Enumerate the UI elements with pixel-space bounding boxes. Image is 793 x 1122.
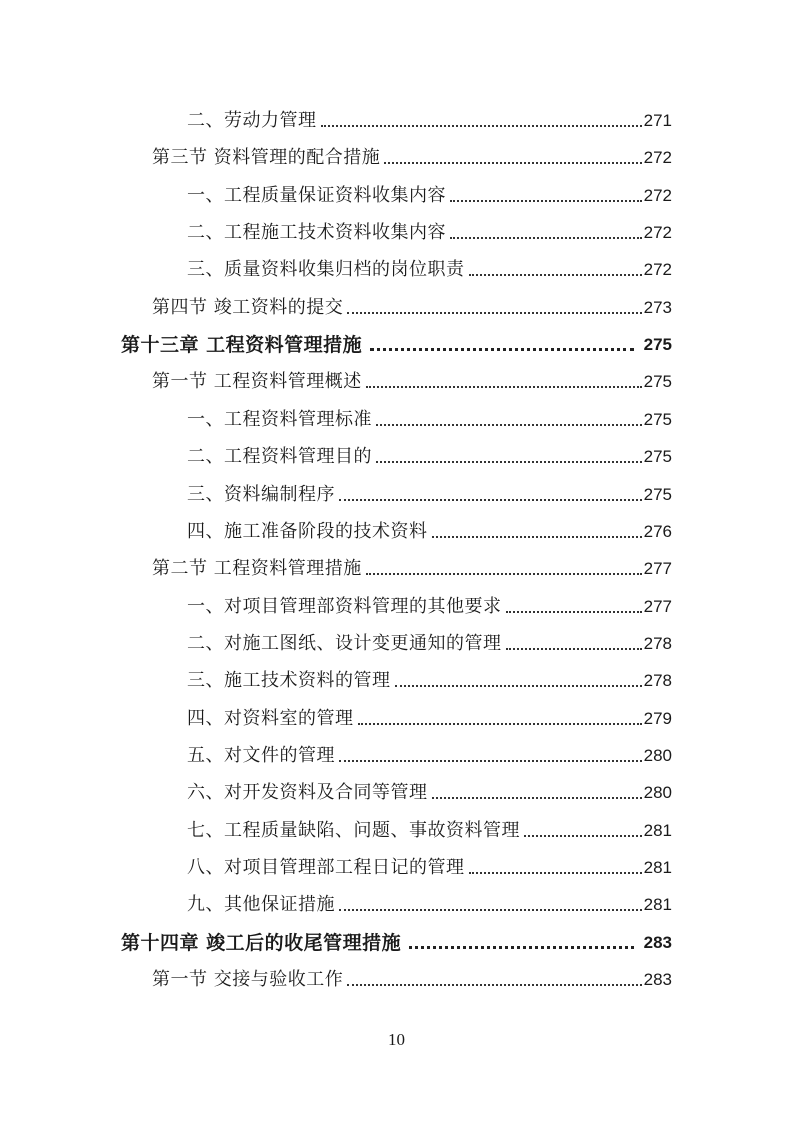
toc-entry-label: 一、对项目管理部资料管理的其他要求 <box>187 596 502 617</box>
toc-entry-label: 六、对开发资料及合同等管理 <box>187 782 428 803</box>
toc-entry[interactable] <box>0 363 793 393</box>
toc-entry[interactable] <box>0 177 793 207</box>
toc-entry-page: 275 <box>643 447 672 466</box>
toc-entry-label: 一、工程资料管理标准 <box>187 409 372 430</box>
dot-leader <box>339 909 642 911</box>
toc-entry[interactable] <box>0 438 793 468</box>
toc-entry-page: 275 <box>643 372 672 391</box>
toc-entry-page: 277 <box>643 597 672 616</box>
toc-entry-label: 二、工程资料管理目的 <box>187 446 372 467</box>
toc-entry-label: 三、资料编制程序 <box>187 484 335 505</box>
toc-entry-label: 七、工程质量缺陷、问题、事故资料管理 <box>187 820 520 841</box>
toc-entry[interactable] <box>0 401 793 431</box>
dot-leader <box>366 573 642 575</box>
toc-entry-label: 第一节 交接与验收工作 <box>152 969 344 990</box>
toc-entry-page: 272 <box>643 223 672 242</box>
dot-leader <box>409 946 634 949</box>
dot-leader <box>366 386 642 388</box>
dot-leader <box>432 536 642 538</box>
toc-entry-page: 277 <box>643 559 672 578</box>
toc-entry[interactable] <box>0 588 793 618</box>
toc-entry[interactable] <box>0 289 793 319</box>
toc-entry-page: 280 <box>643 746 672 765</box>
toc-entry-page: 272 <box>643 260 672 279</box>
toc-entry[interactable] <box>0 139 793 169</box>
dot-leader <box>506 648 642 650</box>
toc-entry-label: 二、劳动力管理 <box>187 110 317 131</box>
toc-entry-label: 第二节 工程资料管理措施 <box>152 558 362 579</box>
toc-entry-page: 279 <box>643 709 672 728</box>
toc-entry-label: 四、对资料室的管理 <box>187 708 354 729</box>
toc-entry[interactable] <box>0 737 793 767</box>
toc-entry-page: 280 <box>643 783 672 802</box>
toc-entry-label: 第一节 工程资料管理概述 <box>152 371 362 392</box>
toc-entry[interactable] <box>0 102 793 132</box>
toc-entry-page: 275 <box>643 410 672 429</box>
toc-entry-page: 278 <box>643 671 672 690</box>
toc-entry-label: 三、质量资料收集归档的岗位职责 <box>187 259 465 280</box>
toc-entry-page: 281 <box>643 858 672 877</box>
toc-entry-page: 283 <box>643 933 672 952</box>
toc-entry[interactable] <box>0 812 793 842</box>
toc-entry-page: 281 <box>643 895 672 914</box>
toc-entry[interactable] <box>0 214 793 244</box>
toc-entry-page: 283 <box>643 970 672 989</box>
dot-leader <box>370 348 634 351</box>
toc-entry-label: 八、对项目管理部工程日记的管理 <box>187 857 465 878</box>
dot-leader <box>376 461 642 463</box>
dot-leader <box>469 274 642 276</box>
dot-leader <box>347 312 641 314</box>
toc-entry[interactable] <box>0 849 793 879</box>
page-number: 10 <box>388 1030 405 1049</box>
dot-leader <box>450 237 642 239</box>
dot-leader <box>469 872 642 874</box>
toc-entry-page: 272 <box>643 186 672 205</box>
toc-entry-page: 278 <box>643 634 672 653</box>
dot-leader <box>339 760 642 762</box>
toc-entry[interactable] <box>0 251 793 281</box>
dot-leader <box>358 723 642 725</box>
toc-entry-page: 276 <box>643 522 672 541</box>
toc-entry[interactable] <box>0 513 793 543</box>
dot-leader <box>395 685 642 687</box>
toc-entry-page: 273 <box>643 298 672 317</box>
dot-leader <box>524 835 642 837</box>
dot-leader <box>347 984 641 986</box>
toc-entry-label: 九、其他保证措施 <box>187 894 335 915</box>
dot-leader <box>450 200 642 202</box>
toc-entry-label: 二、对施工图纸、设计变更通知的管理 <box>187 633 502 654</box>
toc-entry-page: 272 <box>643 148 672 167</box>
toc-entry[interactable] <box>0 886 793 916</box>
toc-entry-page: 275 <box>643 335 672 354</box>
toc-entry[interactable] <box>0 774 793 804</box>
toc-entry-label: 五、对文件的管理 <box>187 745 335 766</box>
toc-entry[interactable] <box>0 550 793 580</box>
toc-chapter-entry[interactable] <box>0 924 793 954</box>
toc-entry-page: 271 <box>643 111 672 130</box>
toc-entry-page: 281 <box>643 821 672 840</box>
toc-entry[interactable] <box>0 700 793 730</box>
toc-chapter-entry[interactable] <box>0 326 793 356</box>
toc-entry-label: 第十三章 工程资料管理措施 <box>121 334 363 356</box>
toc-entry[interactable] <box>0 476 793 506</box>
dot-leader <box>376 424 642 426</box>
toc-entry-page: 275 <box>643 485 672 504</box>
toc-entry-label: 二、工程施工技术资料收集内容 <box>187 222 446 243</box>
toc-entry-label: 四、施工准备阶段的技术资料 <box>187 521 428 542</box>
dot-leader <box>432 797 642 799</box>
dot-leader <box>506 611 642 613</box>
toc-entry-label: 第十四章 竣工后的收尾管理措施 <box>121 932 402 954</box>
dot-leader <box>339 499 642 501</box>
toc-entry-label: 第四节 竣工资料的提交 <box>152 297 344 318</box>
dot-leader <box>384 162 641 164</box>
toc-entry-label: 一、工程质量保证资料收集内容 <box>187 185 446 206</box>
dot-leader <box>321 125 642 127</box>
toc-entry[interactable] <box>0 625 793 655</box>
toc-entry-label: 第三节 资料管理的配合措施 <box>152 147 381 168</box>
toc-entry-label: 三、施工技术资料的管理 <box>187 670 391 691</box>
toc-entry[interactable] <box>0 662 793 692</box>
toc-entry[interactable] <box>0 961 793 991</box>
